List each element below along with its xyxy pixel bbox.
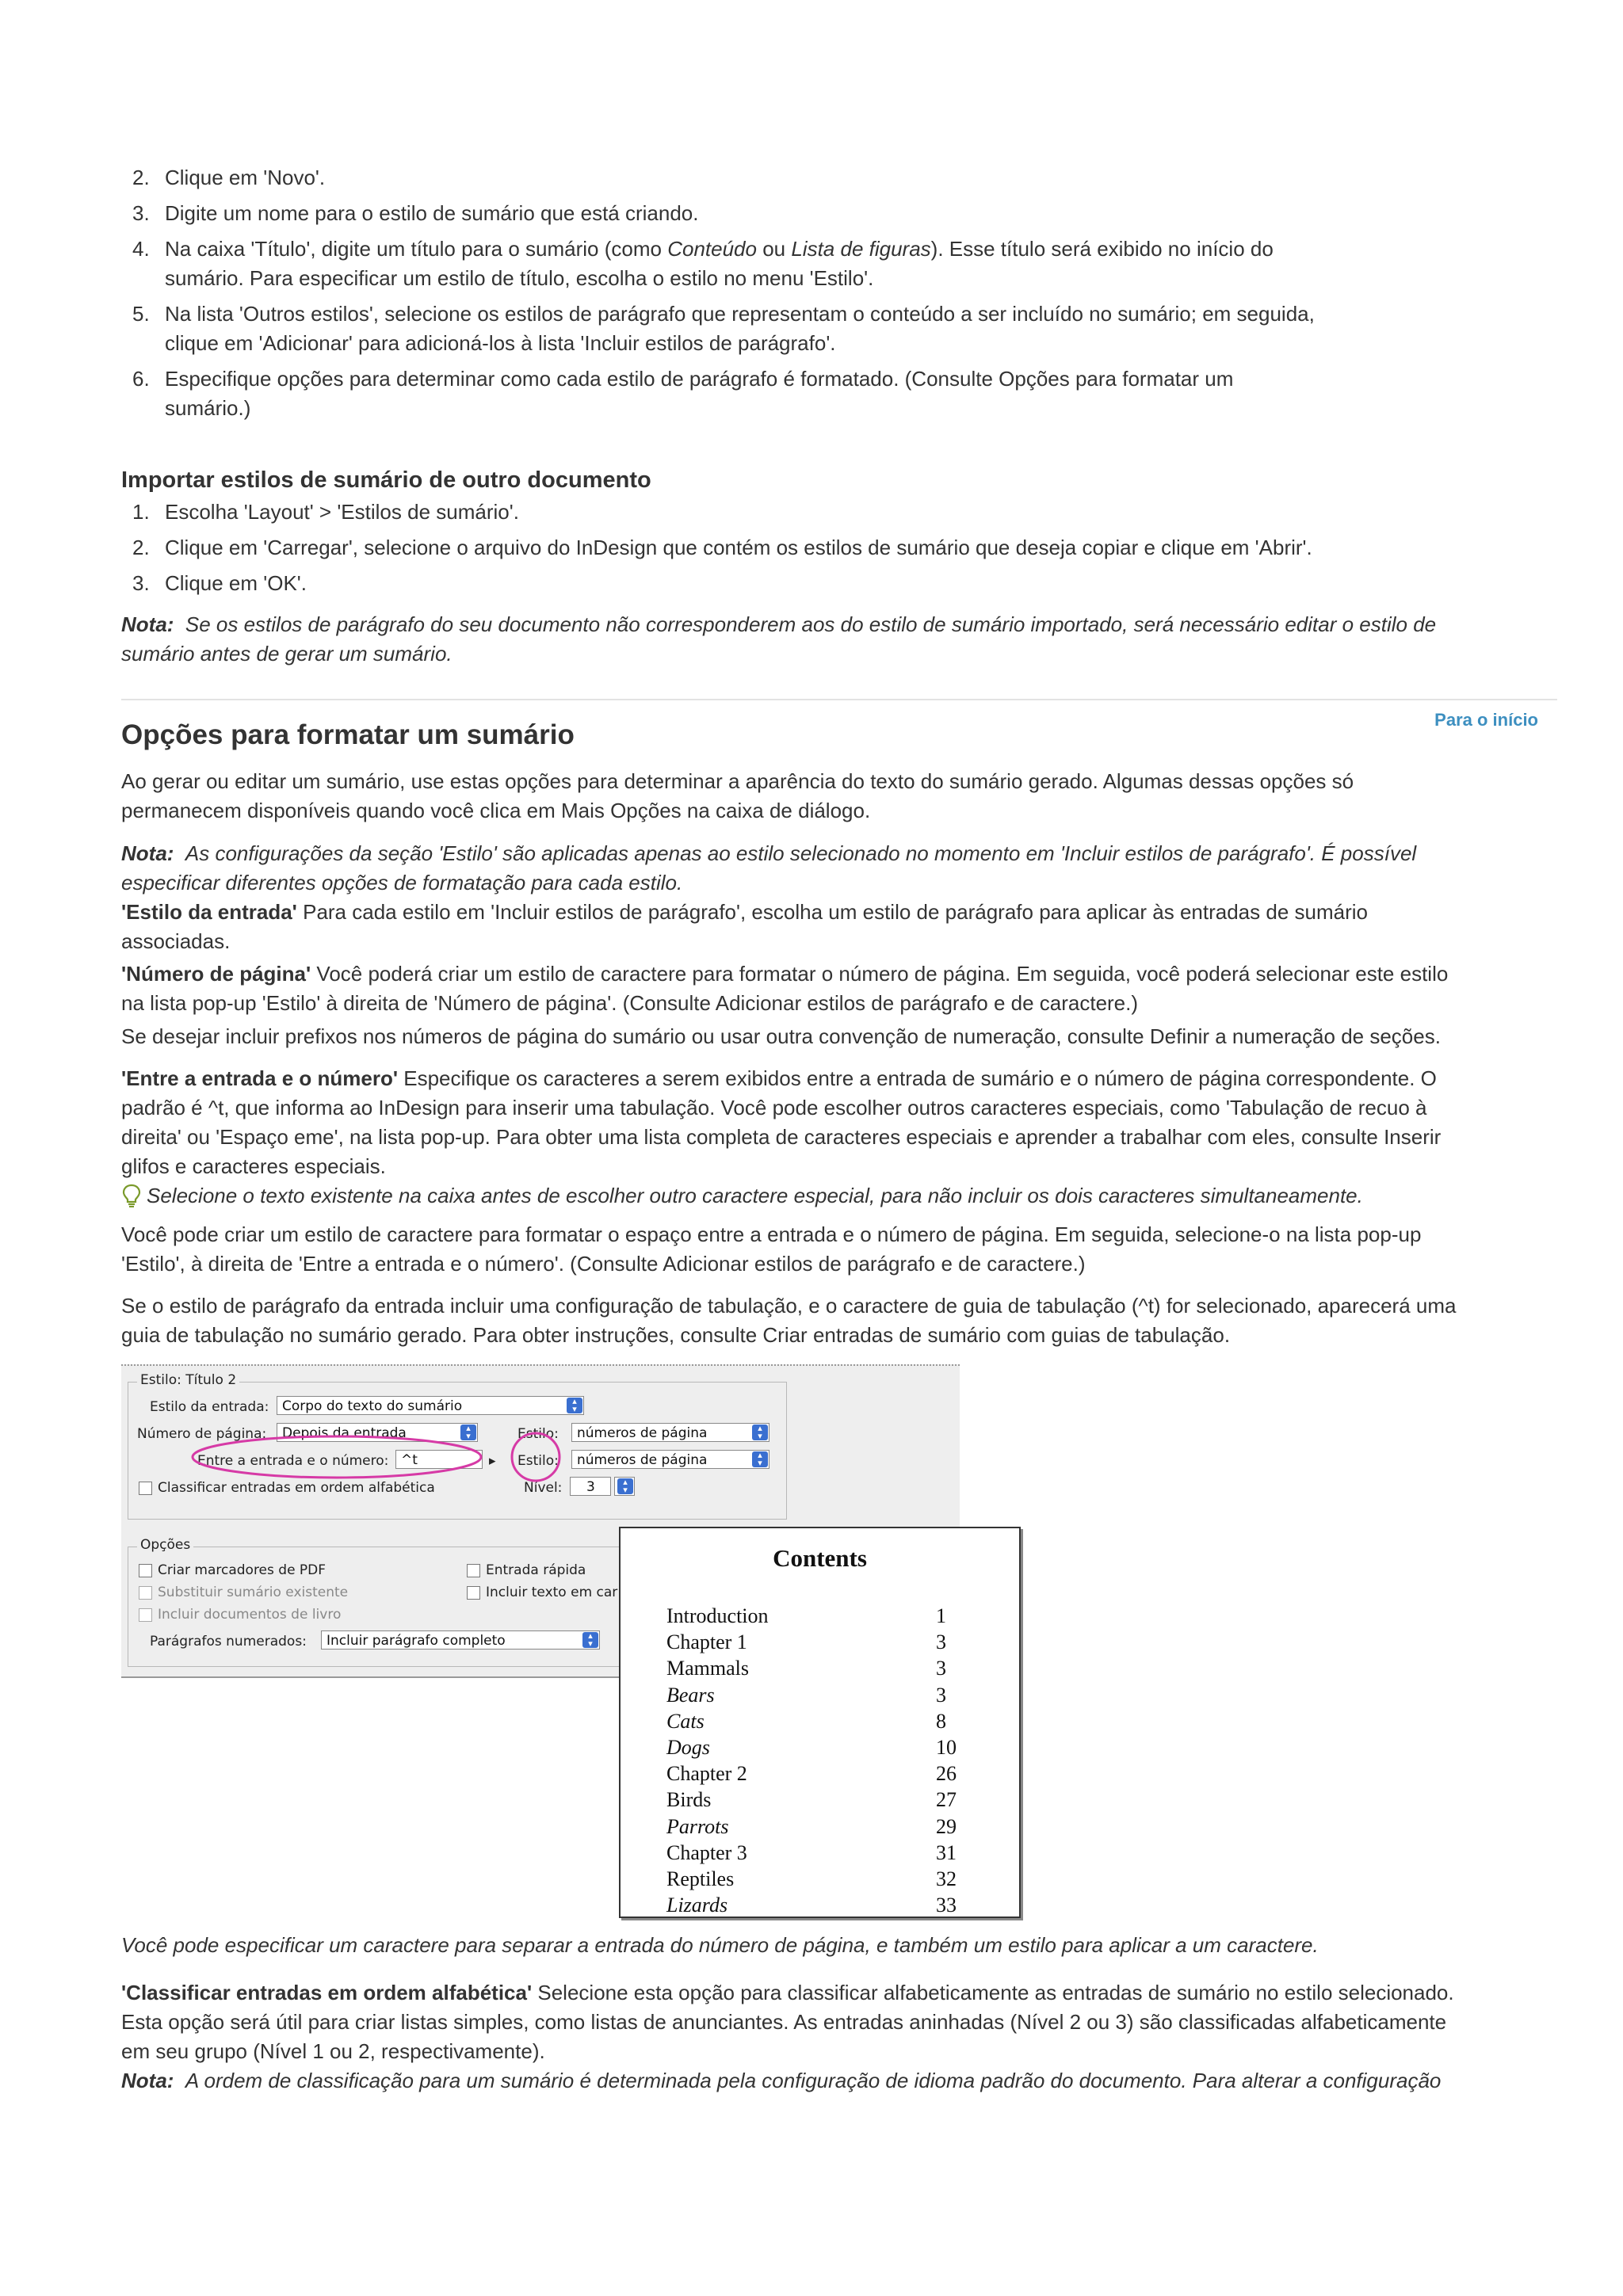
options-note: Nota: As configurações da seção 'Estilo' são aplicadas apenas ao estilo selecionado no momento em 'Incluir estilos de parágrafo'. É possível especificar diferentes opções de formatação para cada estilo. — [121, 841, 1417, 894]
contents-row — [666, 1604, 983, 1630]
steps-list — [121, 163, 1557, 429]
contents-entry: Dogs — [666, 1736, 710, 1759]
between-style-select[interactable]: números de página ▴ ▾ — [571, 1450, 769, 1469]
page-number-style-label: Estilo: — [517, 1426, 559, 1442]
level-select[interactable] — [614, 1477, 635, 1496]
back-to-top-link[interactable]: Para o início — [1434, 710, 1538, 730]
between-paragraph: 'Entre a entrada e o número' Especifique os caracteres a serem exibidos entre a entrada de sumário e o número de página correspondente. O padrão é ^t, que informa ao InDesign para inserir uma tabulação. Você pode escolher outros caracteres especiais, como 'Tabulação de recuo à direita' ou 'Espaço eme', na lista pop-up. Para obter uma lista completa de caracteres especiais e aprender a trabalhar com eles, consulte Inserir glifos e caracteres especiais. — [121, 1066, 1442, 1178]
options-intro: Ao gerar ou editar um sumário, use estas opções para determinar a aparência do texto do sumário gerado. Algumas dessas opções só permanecem disponíveis quando você clica em Mais Opções na caixa de diálogo. — [121, 769, 1354, 822]
contents-row — [666, 1762, 983, 1788]
contents-page-number: 8 — [936, 1709, 946, 1733]
include-text-label: Incluir texto em car — [486, 1585, 618, 1600]
list-item: 1. Escolha 'Layout' > 'Estilos de sumário'. — [132, 500, 519, 524]
between-input[interactable]: ^t — [395, 1450, 483, 1469]
figure-caption: Você pode especificar um caractere para separar a entrada do número de página, e também um estilo para aplicar a um caractere. — [121, 1933, 1319, 1957]
contents-sample — [619, 1527, 1021, 1918]
contents-page-number: 10 — [936, 1736, 957, 1759]
contents-row — [666, 1841, 983, 1867]
entry-style-label: Estilo da entrada: — [150, 1399, 269, 1415]
contents-page-number: 3 — [936, 1630, 946, 1654]
page-number-label: Número de página: — [137, 1426, 267, 1442]
replace-existing-label: Substituir sumário existente — [158, 1585, 349, 1600]
chevron-updown-icon: ▴ ▾ — [617, 1478, 633, 1494]
level-label: Nível: — [524, 1480, 563, 1496]
contents-entry: Reptiles — [666, 1867, 735, 1890]
chevron-updown-icon: ▴ ▾ — [752, 1451, 768, 1467]
dialog-top-edge — [121, 1364, 960, 1366]
entry-style-select[interactable]: Corpo do texto do sumário ▴ ▾ — [277, 1396, 584, 1415]
options-heading: Opções para formatar um sumário — [121, 719, 575, 750]
page-number-select[interactable]: Depois da entrada ▴ ▾ — [277, 1423, 478, 1442]
list-item: 3. Clique em 'OK'. — [132, 571, 307, 595]
sort-paragraph: 'Classificar entradas em ordem alfabética' Selecione esta opção para classificar alfabeticamente as entradas de sumário no estilo selecionado. Esta opção será útil para criar listas simples, como listas de anunciantes. As entradas aninhadas (Nível 2 ou 3) são classificadas alfabeticamente em seu grupo (Nível 1 ou 2, respectivamente). — [121, 1981, 1454, 2063]
contents-page-number: 26 — [936, 1762, 957, 1786]
contents-row — [666, 1736, 983, 1762]
contents-entry: Chapter 2 — [666, 1762, 747, 1786]
contents-page-number: 29 — [936, 1814, 957, 1838]
import-note: Nota: Se os estilos de parágrafo do seu documento não corresponderem aos do estilo de sumário importado, será necessário editar o estilo de sumário antes de gerar um sumário. — [121, 612, 1437, 666]
contents-row — [666, 1788, 983, 1814]
section-divider — [121, 699, 1557, 700]
list-item: 3. Digite um nome para o estilo de sumário que está criando. — [132, 201, 699, 225]
contents-entry: Mammals — [666, 1657, 749, 1680]
contents-title: Contents — [773, 1544, 867, 1572]
tip: Selecione o texto existente na caixa antes de escolher outro caractere especial, para não incluir os dois caracteres simultaneamente. — [121, 1181, 1557, 1211]
pdf-bookmarks-checkbox[interactable] — [139, 1564, 152, 1577]
contents-row — [666, 1894, 983, 1920]
chevron-updown-icon: ▴ ▾ — [460, 1425, 476, 1440]
list-item: 4. Na caixa 'Título', digite um título para o sumário (como Conteúdo ou Lista de figuras). Esse título será exibido no início do sumário. Para especificar um estilo de título, escolha o estilo no menu 'Estilo'. — [132, 237, 1274, 290]
numbered-paragraphs-label: Parágrafos numerados: — [150, 1634, 307, 1650]
numbered-paragraphs-select[interactable]: Incluir parágrafo completo ▴ ▾ — [321, 1630, 600, 1650]
options-group-label: Opções — [137, 1537, 193, 1553]
level-stepper[interactable]: 3 — [570, 1477, 611, 1496]
page-number-style-select[interactable]: números de página ▴ ▾ — [571, 1423, 769, 1442]
sort-note: Nota: A ordem de classificação para um sumário é determinada pela configuração de idioma padrão do documento. Para alterar a configuração — [121, 2069, 1442, 2092]
lightbulb-icon — [121, 1184, 142, 1207]
contents-page-number: 32 — [936, 1867, 957, 1890]
triangle-right-icon[interactable]: ▸ — [489, 1453, 496, 1469]
chevron-updown-icon: ▴ ▾ — [582, 1632, 598, 1648]
sort-alphabetical-checkbox[interactable] — [139, 1482, 152, 1495]
entry-style-paragraph: 'Estilo da entrada' Para cada estilo em 'Incluir estilos de parágrafo', escolha um estilo de parágrafo para aplicar às entradas de sumário associadas. — [121, 900, 1368, 953]
list-item: 6. Especifique opções para determinar como cada estilo de parágrafo é formatado. (Consulte Opções para formatar um sumário.) — [132, 367, 1234, 420]
style-group-label: Estilo: Título 2 — [137, 1372, 239, 1388]
include-book-label: Incluir documentos de livro — [158, 1607, 342, 1623]
contents-page-number: 3 — [936, 1657, 946, 1680]
between-label: Entre a entrada e o número: — [197, 1453, 389, 1469]
prefix-paragraph: Se desejar incluir prefixos nos números de página do sumário ou usar outra convenção de numeração, consulte Definir a numeração de seções. — [121, 1024, 1441, 1048]
contents-row — [666, 1630, 983, 1657]
import-heading: Importar estilos de sumário de outro documento — [121, 467, 651, 493]
contents-entry: Lizards — [666, 1894, 728, 1917]
between-style-label: Estilo: — [517, 1453, 559, 1469]
contents-entry: Chapter 1 — [666, 1630, 747, 1654]
list-item: 2. Clique em 'Carregar', selecione o arquivo do InDesign que contém os estilos de sumário que deseja copiar e clique em 'Abrir'. — [132, 536, 1312, 559]
chevron-updown-icon: ▴ ▾ — [752, 1425, 768, 1440]
run-in-label: Entrada rápida — [486, 1562, 586, 1578]
char-style-paragraph: Você pode criar um estilo de caractere para formatar o espaço entre a entrada e o número de página. Em seguida, selecione-o na lista pop-up 'Estilo', à direita de 'Entre a entrada e o número'. (Consulte Adicionar estilos de parágrafo e de caractere.) — [121, 1222, 1422, 1276]
chevron-updown-icon: ▴ ▾ — [567, 1398, 582, 1413]
tab-leader-paragraph: Se o estilo de parágrafo da entrada incluir uma configuração de tabulação, e o caractere de guia de tabulação (^t) for selecionado, aparecerá uma guia de tabulação no sumário gerado. Para obter instruções, consulte Criar entradas de sumário com guias de tabulação. — [121, 1294, 1457, 1347]
list-item: 2. Clique em 'Novo'. — [132, 166, 326, 189]
contents-page-number: 1 — [936, 1604, 946, 1627]
contents-entry: Parrots — [666, 1814, 729, 1838]
contents-entry: Chapter 3 — [666, 1840, 747, 1864]
contents-row — [666, 1657, 983, 1683]
contents-row — [666, 1684, 983, 1710]
contents-entry: Bears — [666, 1683, 715, 1707]
list-item: 5. Na lista 'Outros estilos', selecione os estilos de parágrafo que representam o conteúdo a ser incluído no sumário; em seguida, clique em 'Adicionar' para adicioná-los à lista 'Incluir estilos de parágrafo'. — [132, 302, 1315, 355]
import-steps-list — [121, 498, 1557, 605]
contents-entry: Introduction — [666, 1604, 769, 1627]
page-number-paragraph: 'Número de página' Você poderá criar um estilo de caractere para formatar o número de página. Em seguida, você poderá selecionar este estilo na lista pop-up 'Estilo' à direita de 'Número de página'. (Consulte Adicionar estilos de parágrafo e de caractere.) — [121, 962, 1449, 1015]
contents-row — [666, 1815, 983, 1841]
sort-alphabetical-label: Classificar entradas em ordem alfabética — [158, 1480, 435, 1496]
contents-page-number: 3 — [936, 1683, 946, 1707]
run-in-checkbox[interactable] — [467, 1564, 480, 1577]
replace-existing-checkbox[interactable] — [139, 1586, 152, 1600]
include-text-checkbox[interactable] — [467, 1586, 480, 1600]
pdf-bookmarks-label: Criar marcadores de PDF — [158, 1562, 327, 1578]
contents-page-number: 33 — [936, 1894, 957, 1917]
contents-entry: Cats — [666, 1709, 705, 1733]
contents-entry: Birds — [666, 1788, 712, 1812]
contents-page-number: 31 — [936, 1840, 957, 1864]
contents-page-number: 27 — [936, 1788, 957, 1812]
contents-row — [666, 1710, 983, 1736]
include-book-checkbox[interactable] — [139, 1608, 152, 1622]
contents-row — [666, 1867, 983, 1894]
